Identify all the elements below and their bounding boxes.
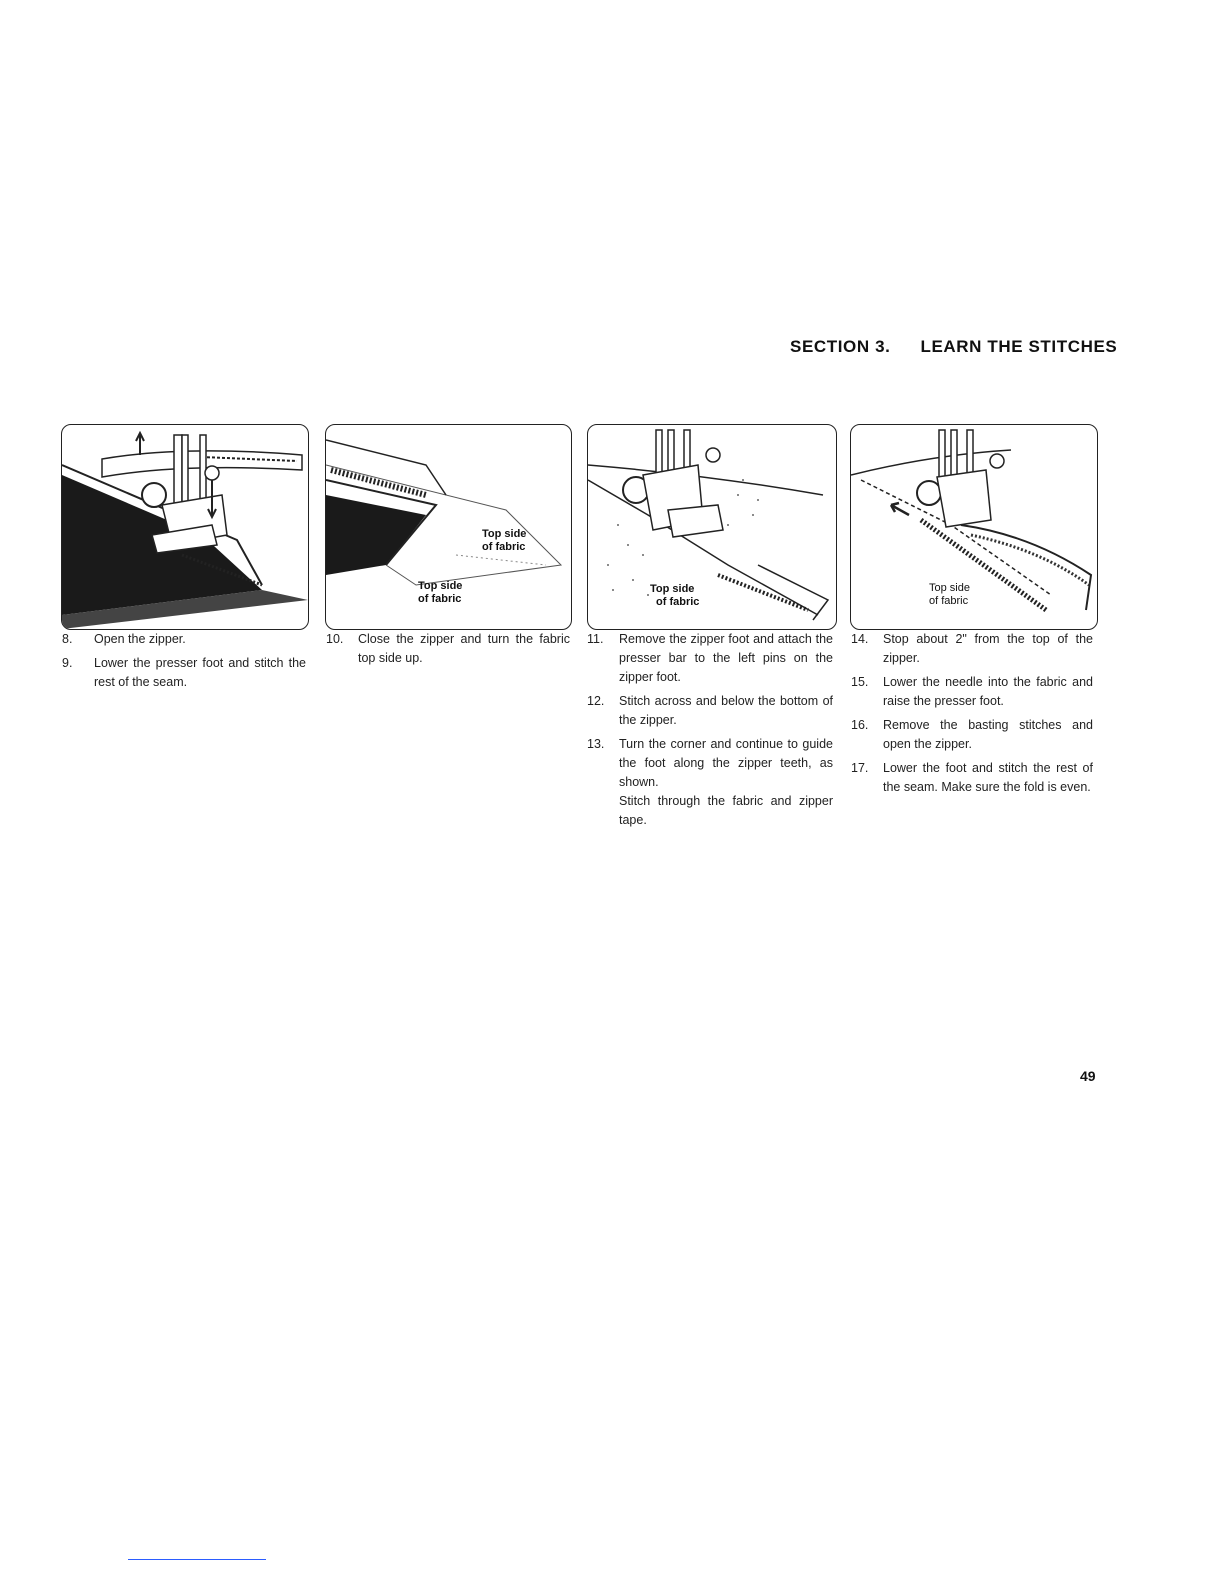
step-text: Lower the presser foot and stitch the rest of the seam.	[94, 656, 306, 689]
step-text: Lower the foot and stitch the rest of the seam. Make sure the fold is even.	[883, 761, 1093, 794]
sewing-foot-illustration-1	[62, 425, 308, 629]
sewing-foot-illustration-3	[588, 425, 836, 629]
figure-stop-before-top	[850, 424, 1098, 630]
step-text: Stitch across and below the bottom of the zipper.	[619, 694, 833, 727]
step-item	[851, 759, 1093, 797]
footer-rule	[128, 1559, 266, 1560]
figure-label: Top side	[929, 582, 970, 594]
sewing-foot-illustration-2	[326, 425, 571, 629]
step-text: Lower the needle into the fabric and raise the presser foot.	[883, 675, 1093, 708]
step-number: 12.	[587, 694, 605, 708]
step-text: Remove the basting stitches and open the zipper.	[883, 718, 1093, 751]
figure-label: Top side	[650, 583, 695, 595]
sewing-foot-illustration-4	[851, 425, 1097, 629]
step-number: 10.	[326, 632, 344, 646]
figure-open-zipper	[61, 424, 309, 630]
step-number: 15.	[851, 675, 869, 689]
figure-close-zipper	[325, 424, 572, 630]
step-text-continued: Stitch through the fabric and zipper tape.	[619, 794, 833, 827]
step-text: Remove the zipper foot and attach the presser bar to the left pins on the zipper foot.	[619, 632, 833, 684]
figure-label-2: of fabric	[656, 596, 700, 608]
step-item	[326, 630, 570, 668]
step-number: 8.	[62, 632, 73, 646]
step-number: 11.	[587, 632, 604, 646]
step-number: 9.	[62, 656, 73, 670]
step-item	[62, 654, 306, 692]
steps-column-2	[326, 630, 570, 673]
step-item	[587, 735, 833, 830]
step-number: 16.	[851, 718, 869, 732]
figure-label-top: Top side	[482, 528, 527, 540]
page-number: 49	[1080, 1068, 1096, 1084]
steps-column-1	[62, 630, 306, 697]
step-text: Turn the corner and continue to guide the foot along the zipper teeth, as shown.	[619, 737, 833, 789]
step-item	[851, 716, 1093, 754]
section-number: SECTION 3.	[790, 337, 891, 356]
figure-label-bottom: Top side	[418, 580, 463, 592]
step-item	[851, 673, 1093, 711]
figure-stitch-across-bottom	[587, 424, 837, 630]
step-number: 13.	[587, 737, 605, 751]
step-item	[587, 692, 833, 730]
figure-label-bottom-2: of fabric	[418, 593, 462, 605]
section-title: LEARN THE STITCHES	[920, 337, 1118, 356]
steps-column-3	[587, 630, 833, 835]
step-text: Stop about 2" from the top of the zipper.	[883, 632, 1093, 665]
step-number: 14.	[851, 632, 869, 646]
step-item	[62, 630, 306, 649]
step-item	[851, 630, 1093, 668]
step-text: Open the zipper.	[94, 632, 186, 646]
step-item	[587, 630, 833, 687]
figure-label-top-2: of fabric	[482, 541, 526, 553]
figure-label-2: of fabric	[929, 595, 969, 607]
step-text: Close the zipper and turn the fabric top side up.	[358, 632, 570, 665]
step-number: 17.	[851, 761, 869, 775]
section-heading	[790, 337, 1117, 357]
steps-column-4	[851, 630, 1093, 802]
